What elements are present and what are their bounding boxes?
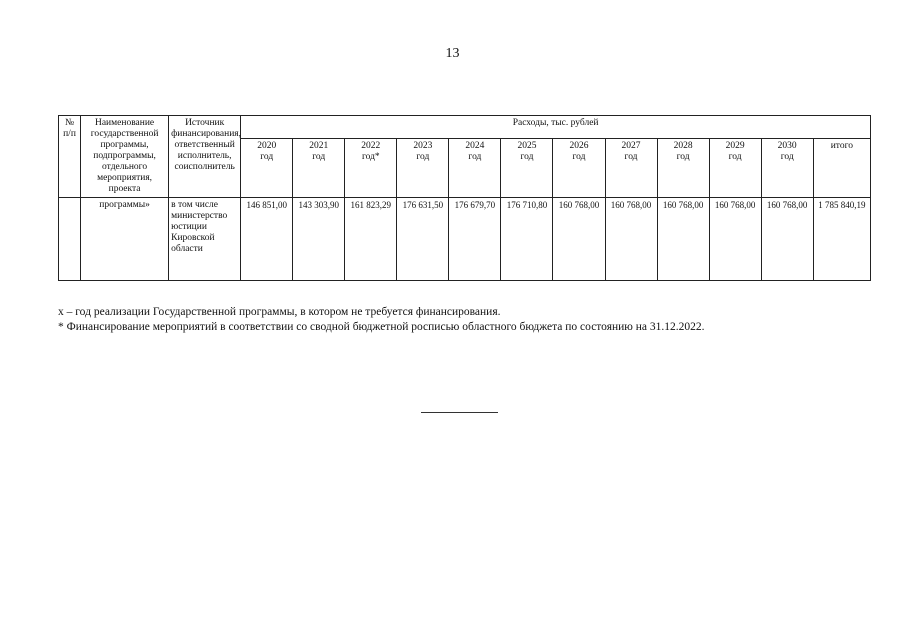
year-suffix: год: [624, 152, 638, 162]
value-cell-2022: 161 823,29: [345, 198, 397, 281]
year-value: 2029: [725, 141, 745, 151]
value-cell-2023: 176 631,50: [397, 198, 449, 281]
year-suffix: год: [780, 152, 794, 162]
year-suffix: год: [572, 152, 586, 162]
column-header-program-name: Наименование государственной программы, подпрограммы, отдельного мероприятия, проекта: [81, 116, 169, 198]
value-cell-2021: 143 303,90: [293, 198, 345, 281]
table-row: [59, 198, 871, 281]
column-header-expenses: Расходы, тыс. рублей: [241, 116, 871, 139]
value-cell-2029: 160 768,00: [709, 198, 761, 281]
footnote-asterisk: * Финансирование мероприятий в соответствии со сводной бюджетной росписью областного бюджета по состоянию на 31.12.2022.: [58, 321, 705, 333]
row-program-name-cell: программы»: [81, 198, 169, 281]
value-cell-2020: 146 851,00: [241, 198, 293, 281]
year-suffix: год*: [361, 152, 380, 162]
value-cell-2027: 160 768,00: [605, 198, 657, 281]
row-number-cell: [59, 198, 81, 281]
year-suffix: год: [312, 152, 326, 162]
end-divider: [421, 412, 498, 413]
year-value: 2028: [673, 141, 693, 151]
year-header-2028: [657, 139, 709, 198]
footnotes: [58, 305, 705, 335]
value-cell-2030: 160 768,00: [761, 198, 813, 281]
year-header-2024: [449, 139, 501, 198]
year-header-2030: [761, 139, 813, 198]
year-header-2026: [553, 139, 605, 198]
year-header-2021: [293, 139, 345, 198]
year-suffix: год: [260, 152, 274, 162]
year-header-2023: [397, 139, 449, 198]
column-header-funding-source: Источник финансирования, ответственный исполнитель, соисполнитель: [169, 116, 241, 198]
year-header-2025: [501, 139, 553, 198]
year-header-2020: [241, 139, 293, 198]
page-number: 13: [445, 46, 460, 61]
year-value: 2030: [777, 141, 797, 151]
value-cell-2024: 176 679,70: [449, 198, 501, 281]
table-header-row: [59, 116, 871, 139]
year-value: 2027: [621, 141, 641, 151]
value-cell-total: 1 785 840,19: [813, 198, 870, 281]
footnote-x: х – год реализации Государственной программы, в котором не требуется финансирования.: [58, 306, 501, 318]
expenses-table: [58, 115, 871, 281]
year-suffix: год: [416, 152, 430, 162]
row-funding-source-cell: в том числе министерство юстиции Кировской области: [169, 198, 241, 281]
year-suffix: год: [728, 152, 742, 162]
value-cell-2028: 160 768,00: [657, 198, 709, 281]
total-header: итого: [813, 139, 870, 198]
year-suffix: год: [676, 152, 690, 162]
year-suffix: год: [468, 152, 482, 162]
year-value: 2023: [413, 141, 433, 151]
column-header-number: № п/п: [59, 116, 81, 198]
year-header-2022: [345, 139, 397, 198]
value-cell-2025: 176 710,80: [501, 198, 553, 281]
value-cell-2026: 160 768,00: [553, 198, 605, 281]
year-value: 2022: [361, 141, 381, 151]
year-value: 2026: [569, 141, 589, 151]
year-value: 2024: [465, 141, 485, 151]
year-value: 2020: [257, 141, 277, 151]
year-header-2029: [709, 139, 761, 198]
year-value: 2025: [517, 141, 537, 151]
year-value: 2021: [309, 141, 329, 151]
year-suffix: год: [520, 152, 534, 162]
year-header-2027: [605, 139, 657, 198]
